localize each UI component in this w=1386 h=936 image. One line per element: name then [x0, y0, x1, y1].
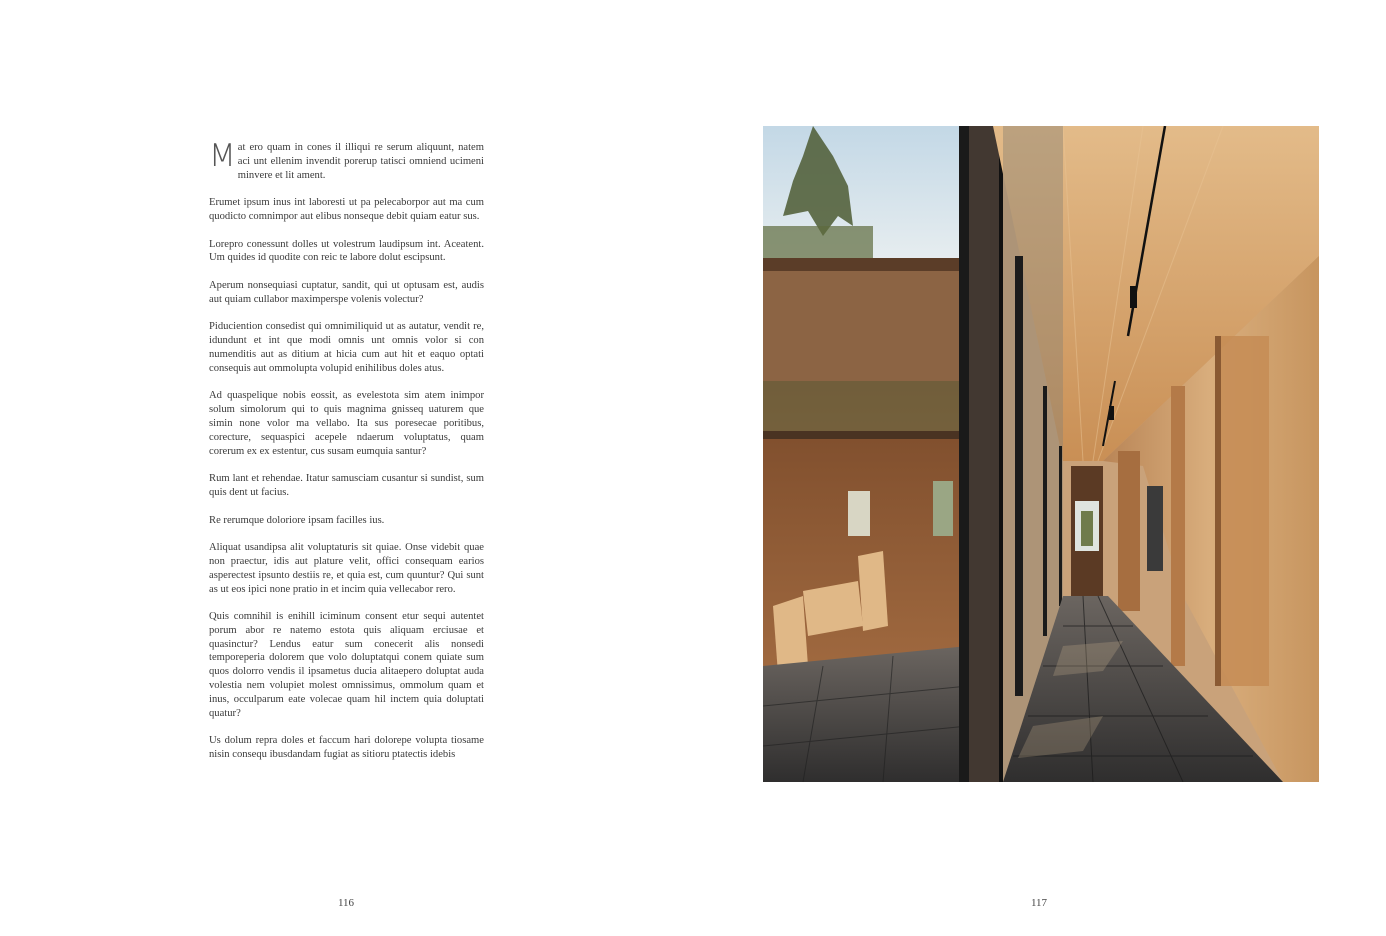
paragraph: Us dolum repra doles et faccum hari dolorepe volupta tiosame nisin consequ ibusdandam fugiat as sitioru ptatectis idebis: [209, 735, 484, 761]
photo-illustration: [763, 126, 1319, 782]
paragraph: Ad quaspelique nobis eossit, as evelestota sim atem inimpor solum simolorum qui to quis magnima gnisseq uaturem que simin none volor ma vellabo. Ita sus poresecae poritibus, corecture, sequaspici acepele ndaerum voluptatus, quam corerum ex ex estentur, cus susam eumquia santur?: [209, 390, 484, 457]
paragraph: Lorepro conessunt dolles ut volestrum laudipsum int. Aceatent. Um quides id quodite con reic te labore dolut escipsunt.: [209, 238, 484, 264]
paragraph: Quis comnihil is enihill iciminum consent etur sequi autentet porum abor re natemo estota quis aliquam erciusae et quasinctur? Lendus eatur sum conecerit alis nonsedi temporeperia dolorem que volo doluptatqui conem quiate sum quos dolorro vendis il ipsametus ducia alitaepero doluptat auda volestia nem volupiet molest omnissimus, ommolum quam et inus, occulparum eate volecae quam hil inctem quia doluptati quatur?: [209, 611, 484, 719]
paragraph: Re rerumque doloriore ipsam facilles ius.: [209, 514, 385, 526]
paragraph: Erumet ipsum inus int laboresti ut pa pelecaborpor aut ma cum quodicto comnimpor aut elibus nonseque debit quiam eatur sus.: [209, 197, 484, 222]
paragraph: Piduciention consedist qui omnimiliquid ut as autatur, vendit re, idundunt et int que modi omnis unt omnis volor si con numenditis aut as ditium at hicia cum aut hit et eaquo optati consequis aut ommolupta volupid enihilibus doles atus.: [209, 321, 484, 374]
paragraph: Rum lant et rehendae. Itatur samusciam cusantur si sundist, sum quis dent ut facius.: [209, 473, 484, 498]
paragraph: Aperum nonsequiasi cuptatur, sandit, qui ut optusam est, audis aut quiam cullabor maximperspe volenis volectur?: [209, 279, 484, 305]
glass-mullion: [959, 126, 969, 782]
first-paragraph-text: at ero quam in cones il illiqui re serum aliquunt, natem aci unt ellenim invendit porerup tatisci omniend ucimeni minvere et lit ament.: [237, 142, 484, 181]
interior-corridor-photo: [763, 126, 1319, 782]
page-number-right: 117: [1030, 897, 1048, 909]
wall-artwork: [1147, 486, 1163, 571]
page-number-left: 116: [337, 897, 355, 909]
paragraph: Aliquat usandipsa alit voluptaturis sit quiae. Onse videbit quae non praectur, idis aut plature velit, offici consequam earios asperectest ipsunto destiis re, et quia est, cum quuntur? Qui sunt as ut eos ipici none pratio in et incim quia vellecabor rero.: [209, 542, 484, 595]
body-text-column: [209, 138, 484, 776]
right-page: [693, 0, 1386, 936]
drop-cap: M: [209, 138, 235, 174]
paragraph-first: [209, 138, 484, 182]
